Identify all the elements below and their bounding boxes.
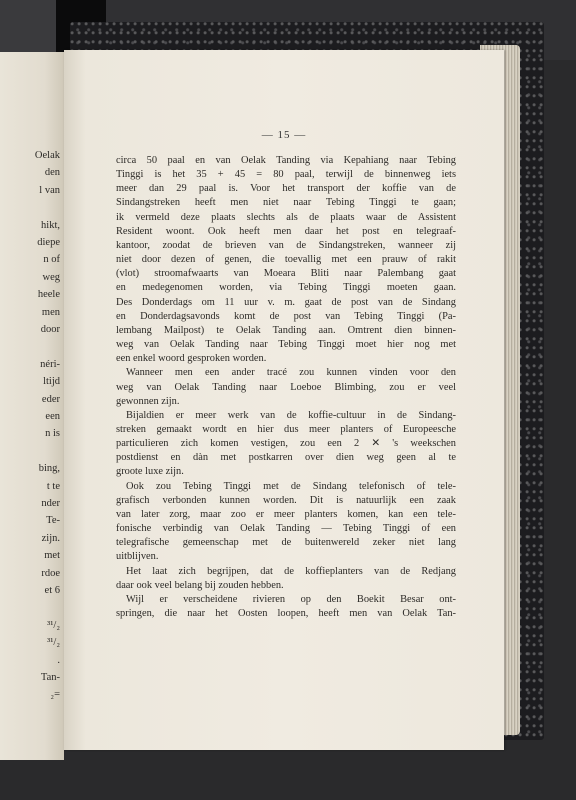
- previous-page-line: nder: [41, 498, 60, 509]
- previous-page-line: met: [44, 550, 60, 562]
- text-line: Sindangstreken heeft men niet naar Tebing Tinggi te gaan;: [116, 197, 456, 209]
- previous-page-line: et 6: [44, 585, 60, 596]
- page-number: — 15 —: [261, 129, 307, 141]
- text-line: groote luxe zijn.: [116, 466, 184, 478]
- text-line: Ook zou Tebing Tinggi met de Sindang telefonisch of tele-: [126, 480, 456, 492]
- text-line: Resident woont. Ook heeft men daar het post en telegraaf-: [116, 225, 456, 237]
- text-line: en medegenomen worden, via Tebing Tinggi moeten gaan.: [116, 282, 456, 294]
- text-line: grafisch verbonden kunnen worden. Dit is natuurlijk een zaak: [116, 494, 456, 506]
- text-line: weg van Oelak Tanding naar Loeboe Blimbing, zou er veel: [116, 381, 456, 393]
- background-top-left: [0, 0, 56, 60]
- text-line: kantoor, zoodat de brieven van de Sindangstreken, wanneer zij: [116, 239, 456, 251]
- previous-page-line: ₂=: [50, 689, 60, 701]
- previous-page-line: zijn.: [41, 532, 60, 544]
- previous-page-line: door: [40, 324, 60, 335]
- previous-page-line: een: [45, 411, 60, 422]
- text-line: uitblijven.: [116, 551, 159, 563]
- text-line: Wijl er verscheidene rivieren op den Boekit Besar ont-: [126, 593, 456, 605]
- previous-page-line: l van: [39, 184, 60, 196]
- previous-page: [0, 52, 64, 760]
- previous-page-line: heele: [37, 289, 60, 301]
- previous-page-line: néri-: [40, 358, 60, 370]
- text-line: gewonnen zijn.: [116, 395, 180, 407]
- text-line: van later zorg, maar zoo er meer planters komen, kan een tele-: [116, 508, 456, 520]
- text-line: weg van Oelak Tanding naar Tebing Tinggi moet hier nog met: [116, 339, 456, 351]
- text-line: Wanneer men een ander tracé zou kunnen vinden voor den: [126, 367, 456, 379]
- text-line: Tinggi is het 35 + 45 = 80 paal, terwijl de binnenweg iets: [116, 169, 456, 181]
- previous-page-line: Tan-: [40, 672, 60, 683]
- text-line: streken gemaakt wordt en hier dus meer planters of Europeesche: [116, 423, 456, 435]
- text-line: postdienst en dàn met postkarren over dien weg geen al te: [116, 452, 456, 464]
- previous-page-line: eder: [41, 393, 60, 405]
- text-line: particulieren zich komen vestigen, zou een 2 ✕ 's weekschen: [116, 438, 456, 450]
- previous-page-line: ³¹/₂: [47, 637, 60, 649]
- text-line: fonische verbindig van Oelak Tanding — Tebing Tinggi of een: [116, 523, 456, 535]
- previous-page-line: den: [44, 167, 60, 179]
- previous-page-line: ³¹/₂: [47, 619, 60, 631]
- previous-page-line: diepe: [37, 237, 60, 248]
- previous-page-line: n of: [43, 254, 60, 266]
- text-line: en Donderdagsavonds komt de post van Tebing Tinggi (Pa-: [116, 310, 456, 322]
- previous-page-line: .: [57, 654, 60, 666]
- text-line: Des Donderdags om 11 uur v. m. gaat de post van de Sindang: [116, 296, 456, 308]
- text-line: meer dan 29 paal is. Voor het transport der koffie van de: [116, 183, 456, 195]
- text-line: telegrafische gemeenschap met de buitenwereld zeker niet lang: [116, 537, 456, 549]
- previous-page-line: weg: [42, 271, 60, 283]
- text-line: ik vermeld deze plaats slechts als de plaats waar de Assistent: [116, 211, 456, 223]
- previous-page-line: men: [41, 306, 60, 318]
- previous-page-line: hikt,: [41, 219, 60, 231]
- text-line: lembang Mailpost) te Oelak Tanding aan. Omtrent dien binnen-: [116, 324, 456, 336]
- previous-page-line: bing,: [38, 463, 60, 475]
- previous-page-line: ltijd: [43, 376, 60, 388]
- text-line: een enkel woord gesproken worden.: [116, 353, 267, 365]
- previous-page-line: rdoe: [41, 567, 60, 579]
- text-line: springen, die naar het Oosten loopen, heeft men van Oelak Tan-: [116, 608, 456, 619]
- previous-page-line: Te-: [46, 515, 60, 527]
- text-line: circa 50 paal en van Oelak Tanding via Kepahiang naar Tebing: [116, 155, 456, 166]
- text-line: Bijaldien er meer werk van de koffie-cultuur in de Sindang-: [126, 409, 456, 421]
- previous-page-line: t te: [46, 480, 60, 492]
- text-line: daar ook veel belang bij zouden hebben.: [116, 579, 284, 591]
- page-body-text: [116, 154, 456, 621]
- book-page: [64, 50, 504, 750]
- text-line: niet door dezen of genen, die toevallig met een prauw of rakit: [116, 254, 456, 266]
- text-line: Het laat zich begrijpen, dat de koffieplanters van de Redjang: [126, 565, 456, 577]
- previous-page-line: Oelak: [34, 150, 60, 161]
- text-line: (vlot) stroomafwaarts van Moeara Bliti naar Palembang gaat: [116, 268, 456, 280]
- previous-page-line: n is: [45, 428, 60, 440]
